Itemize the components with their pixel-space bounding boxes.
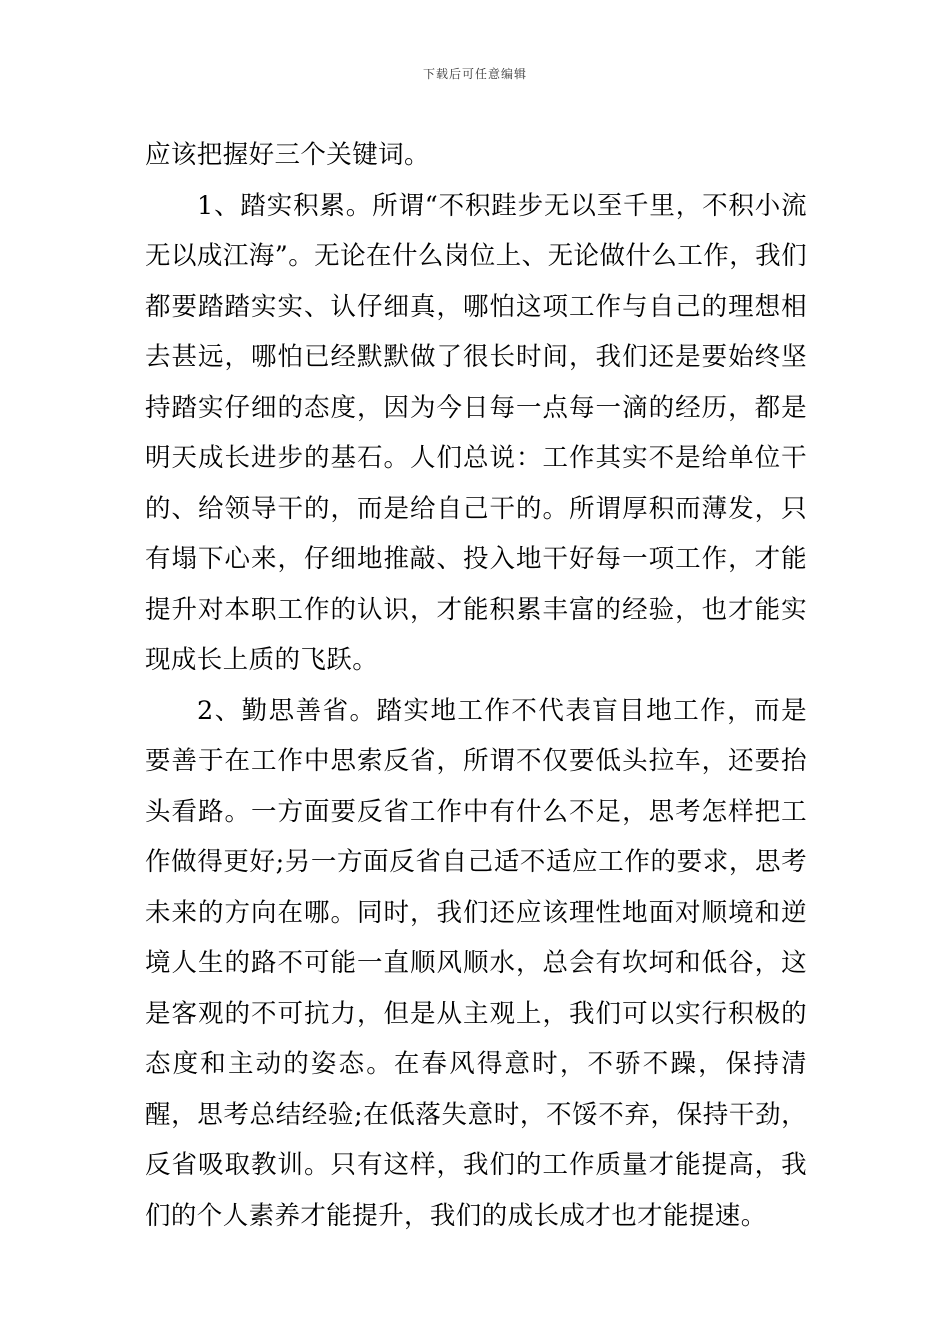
paragraph-intro: 应该把握好三个关键词。 — [145, 140, 430, 170]
document-body — [145, 130, 807, 1241]
page-header-note: 下载后可任意编辑 — [422, 67, 527, 81]
paragraph-point-2: 2、勤思善省。踏实地工作不代表盲目地工作，而是要善于在工作中思索反省，所谓不仅要低头拉车，还要抬头看路。一方面要反省工作中有什么不足，思考怎样把工作做得更好;另一方面反省自己适不适应工作的要求，思考未来的方向在哪。同时，我们还应该理性地面对顺境和逆境人生的路不可能一直顺风顺水，总会有坎坷和低谷，这是客观的不可抗力，但是从主观上，我们可以实行积极的态度和主动的姿态。在春风得意时，不骄不躁，保持清醒，思考总结经验;在低落失意时，不馁不弃，保持干劲，反省吸取教训。只有这样，我们的工作质量才能提高，我们的个人素养才能提升，我们的成长成才也才能提速。 — [145, 695, 807, 1231]
paragraph-point-1: 1、踏实积累。所谓“不积跬步无以至千里，不积小流无以成江海”。无论在什么岗位上、无论做什么工作，我们都要踏踏实实、认仔细真，哪怕这项工作与自己的理想相去甚远，哪怕已经默默做了很长时间，我们还是要始终坚持踏实仔细的态度，因为今日每一点每一滴的经历，都是明天成长进步的基石。人们总说：工作其实不是给单位干的、给领导干的，而是给自己干的。所谓厚积而薄发，只有塌下心来，仔细地推敲、投入地干好每一项工作，才能提升对本职工作的认识，才能积累丰富的经验，也才能实现成长上质的飞跃。 — [145, 190, 807, 675]
